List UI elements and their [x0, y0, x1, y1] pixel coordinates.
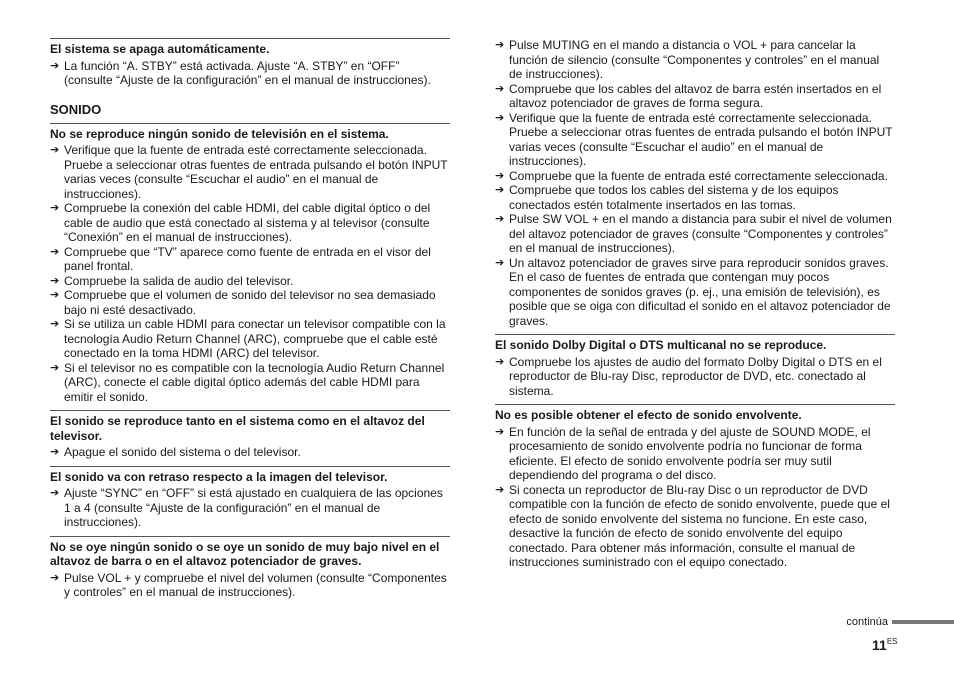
- issue-sound-both-speakers: [50, 410, 450, 460]
- solution-item: [50, 445, 450, 460]
- arrow-right-icon: ➔: [50, 446, 60, 458]
- solution-item: [495, 425, 895, 483]
- arrow-right-icon: ➔: [495, 213, 505, 225]
- arrow-right-icon: ➔: [50, 361, 60, 374]
- solution-item: [495, 256, 895, 329]
- issue-title: No se oye ningún sonido o se oye un sonido de muy bajo nivel en el altavoz de barra o en el altavoz potenciador de graves.: [50, 539, 440, 568]
- arrow-right-icon: ➔: [495, 169, 505, 182]
- arrow-right-icon: ➔: [495, 483, 505, 496]
- arrow-right-icon: ➔: [495, 256, 505, 269]
- solution-item: [50, 361, 450, 405]
- solution-item: [495, 111, 895, 169]
- arrow-right-icon: ➔: [50, 59, 60, 72]
- arrow-right-icon: ➔: [495, 425, 505, 438]
- solution-text: Compruebe que el volumen de sonido del televisor no sea demasiado bajo ni esté desactivado.: [64, 288, 436, 317]
- arrow-right-icon: ➔: [50, 571, 60, 584]
- arrow-right-icon: ➔: [50, 318, 60, 330]
- solution-text: Verifique que la fuente de entrada esté correctamente seleccionada. Pruebe a seleccionar otras fuentes de entrada pulsando el botón INPUT varias veces (consulte “Escuchar el audio” en el manual de instrucciones).: [509, 110, 893, 168]
- page-number-value: 11: [872, 637, 887, 653]
- solution-text: Compruebe la conexión del cable HDMI, del cable digital óptico o del cable de audio que está conectado al sistema y al televisor (consulte “Conexión” en el manual de instrucciones).: [64, 201, 431, 244]
- solution-item: [50, 245, 450, 274]
- solution-text: Compruebe que “TV” aparece como fuente de entrada en el visor del panel frontal.: [64, 244, 431, 273]
- issue-title: El sonido Dolby Digital o DTS multicanal no se reproduce.: [495, 338, 827, 352]
- issue-auto-power-off: [50, 38, 450, 88]
- arrow-right-icon: ➔: [495, 39, 505, 51]
- section-heading: SONIDO: [50, 101, 102, 117]
- issue-title: No es posible obtener el efecto de sonido envolvente.: [495, 408, 802, 422]
- issue-title: El sistema se apaga automáticamente.: [50, 42, 270, 56]
- solution-text: Un altavoz potenciador de graves sirve para reproducir sonidos graves. En el caso de fuentes de entrada que contengan muy pocos componentes de sonidos graves (p. ej., una emisión de televisión), es posible que se oiga con dificultad el sonido en el altavoz potenciador de graves.: [509, 255, 891, 328]
- solution-text: Pulse MUTING en el mando a distancia o VOL + para cancelar la función de silencio (consulte “Componentes y controles” en el manual de instrucciones).: [509, 38, 880, 81]
- solution-item: [50, 274, 450, 289]
- solution-item: [495, 169, 895, 184]
- issue-surround-effect: [495, 404, 895, 570]
- solution-item: [50, 288, 450, 317]
- solution-text: Pulse SW VOL + en el mando a distancia para subir el nivel de volumen del altavoz potenciador de graves (consulte “Componentes y controles” en el manual de instrucciones).: [509, 212, 892, 255]
- arrow-right-icon: ➔: [495, 111, 505, 124]
- solution-item: [495, 183, 895, 212]
- issue-no-tv-sound: [50, 123, 450, 405]
- continues-indicator: [846, 616, 954, 628]
- solution-item: [495, 212, 895, 256]
- solution-text: Compruebe que los cables del altavoz de barra estén insertados en el altavoz potenciador de graves de forma segura.: [509, 81, 882, 110]
- issue-title: El sonido se reproduce tanto en el sistema como en el altavoz del televisor.: [50, 414, 425, 443]
- solution-text: Apague el sonido del sistema o del televisor.: [64, 445, 301, 459]
- solution-text: Si conecta un reproductor de Blu-ray Disc o un reproductor de DVD compatible con la función de efecto de sonido envolvente, puede que el efecto de sonido envolvente del sistema no funcione. En este caso, desactive la función de efecto de sonido envolvente del equipo conectado. Para obtener más información, consulte el manual de instrucciones suministrado con el equipo conectado.: [509, 482, 890, 569]
- solution-text: Pulse VOL + y compruebe el nivel del volumen (consulte “Componentes y controles” en el manual de instrucciones).: [64, 570, 447, 599]
- solution-text: Compruebe los ajustes de audio del formato Dolby Digital o DTS en el reproductor de Blu-ray Disc, reproductor de DVD, etc. conectado al sistema.: [509, 354, 882, 398]
- issue-dolby-dts: [495, 334, 895, 398]
- continues-bar: [892, 620, 954, 624]
- arrow-right-icon: ➔: [50, 245, 60, 258]
- arrow-right-icon: ➔: [495, 184, 505, 196]
- solution-item: [495, 38, 895, 82]
- solution-text: La función “A. STBY” está activada. Ajuste “A. STBY” en “OFF” (consulte “Ajuste de la configuración” en el manual de instrucciones).: [64, 58, 431, 87]
- solution-text: En función de la señal de entrada y del ajuste de SOUND MODE, el procesamiento de sonido envolvente podría no funcionar de forma eficiente. El efecto de sonido envolvente podría ser muy sutil dependiendo del programa o del disco.: [509, 424, 871, 482]
- issue-sound-delay: [50, 466, 450, 530]
- solution-item: [495, 355, 895, 399]
- solution-text: Compruebe que la fuente de entrada esté correctamente seleccionada.: [509, 168, 888, 183]
- issue-low-sound: [50, 536, 450, 600]
- arrow-right-icon: ➔: [50, 289, 60, 301]
- arrow-right-icon: ➔: [495, 355, 505, 368]
- solution-item: [495, 483, 895, 570]
- solution-text: Si el televisor no es compatible con la tecnología Audio Return Channel (ARC), conecte el cable digital óptico además del cable HDMI para emitir el sonido.: [64, 360, 445, 404]
- solution-text: Si se utiliza un cable HDMI para conectar un televisor compatible con la tecnología Audio Return Channel (ARC), compruebe que el cable esté conectado en la toma HDMI (ARC) del televisor.: [64, 317, 446, 360]
- left-column: [50, 38, 450, 606]
- solution-item: [50, 201, 450, 245]
- solution-item: [50, 486, 450, 530]
- continues-label: continúa: [846, 616, 888, 628]
- page-number: [872, 637, 897, 653]
- issue-title: El sonido va con retraso respecto a la imagen del televisor.: [50, 469, 388, 484]
- solution-item: [495, 82, 895, 111]
- page-language: ES: [886, 637, 898, 646]
- solution-text: Verifique que la fuente de entrada esté correctamente seleccionada. Pruebe a seleccionar otras fuentes de entrada pulsando el botón INPUT varias veces (consulte “Escuchar el audio” en el manual de instrucciones).: [64, 143, 448, 201]
- arrow-right-icon: ➔: [50, 144, 60, 156]
- solution-item: [50, 317, 450, 361]
- right-column: [495, 38, 895, 576]
- solution-item: [50, 571, 450, 600]
- solution-item: [50, 143, 450, 201]
- solution-item: [50, 59, 450, 88]
- issue-low-sound-continued: [495, 38, 895, 328]
- arrow-right-icon: ➔: [50, 274, 60, 287]
- arrow-right-icon: ➔: [50, 202, 60, 214]
- solution-text: Ajuste “SYNC” en “OFF” si está ajustado en cualquiera de las opciones 1 a 4 (consulte “Ajuste de la configuración” en el manual de instrucciones).: [64, 486, 443, 529]
- arrow-right-icon: ➔: [50, 487, 60, 499]
- issue-title: No se reproduce ningún sonido de televisión en el sistema.: [50, 126, 389, 141]
- solution-text: Compruebe la salida de audio del televisor.: [64, 273, 294, 288]
- solution-text: Compruebe que todos los cables del sistema y de los equipos conectados estén totalmente insertados en las tomas.: [509, 183, 839, 212]
- arrow-right-icon: ➔: [495, 82, 505, 95]
